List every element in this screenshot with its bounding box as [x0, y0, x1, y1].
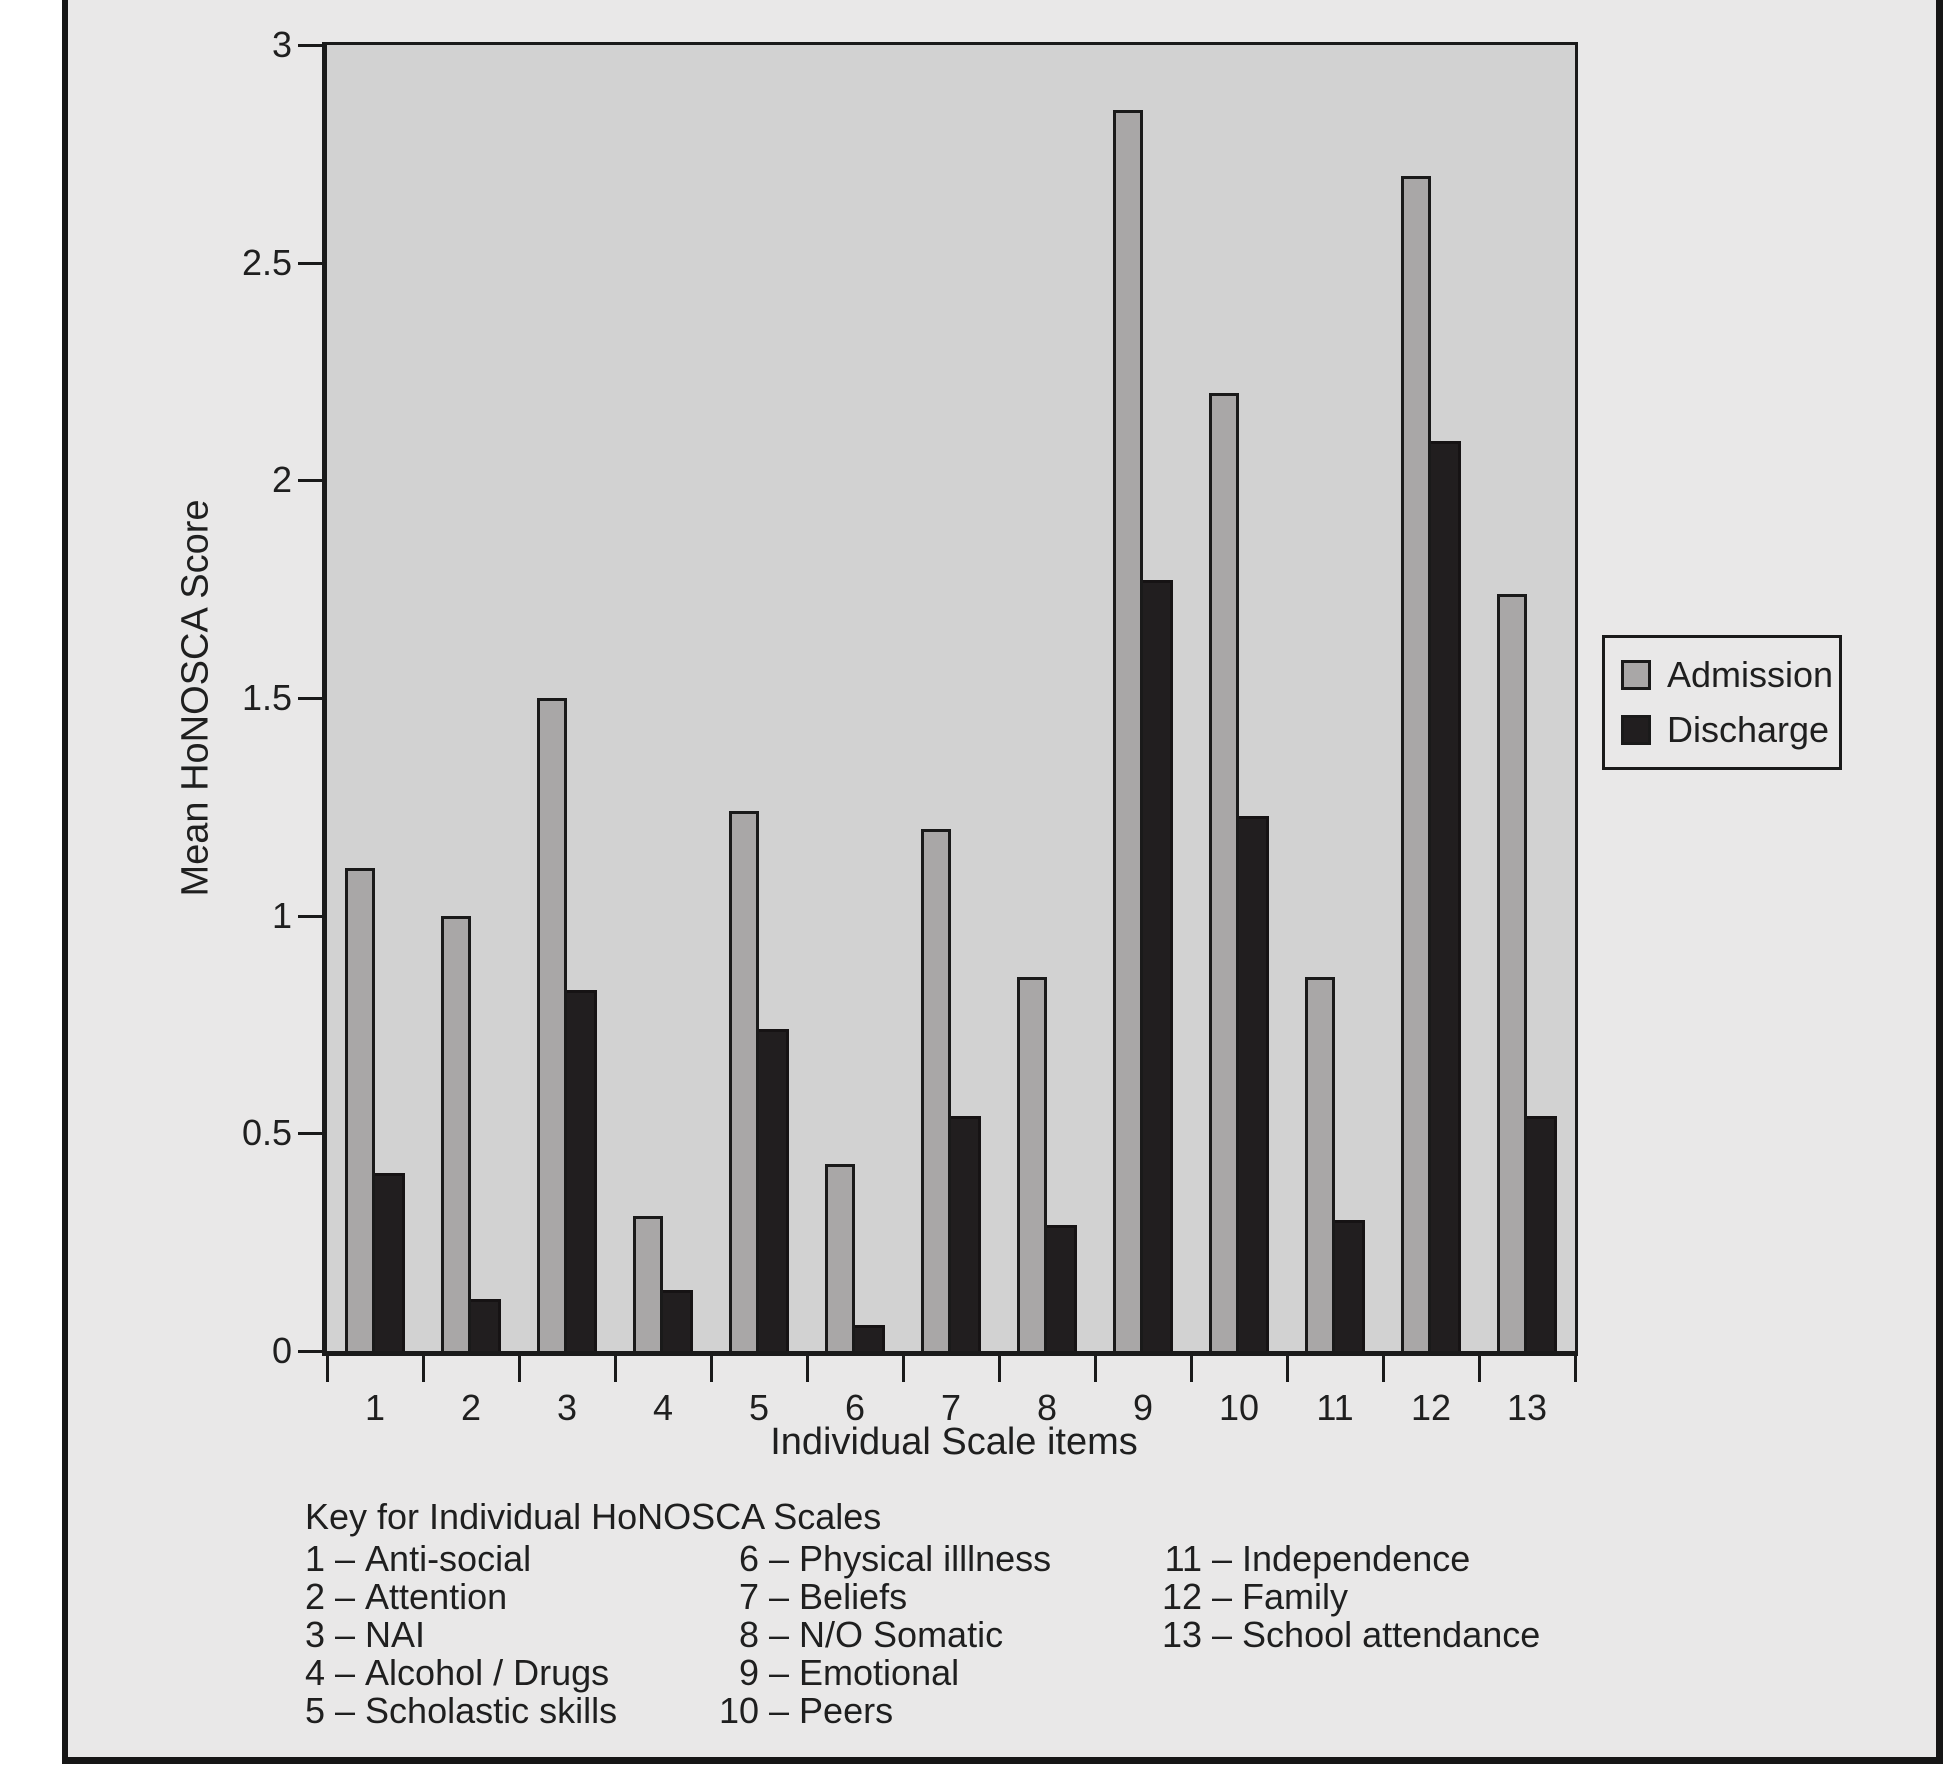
y-tick-1 [298, 915, 324, 918]
bar-group-8 [999, 45, 1095, 1351]
x-tick-12 [1478, 1356, 1481, 1382]
x-tick-label-11: 11 [1316, 1387, 1354, 1428]
y-tick-2.5 [298, 262, 324, 265]
x-tick-label-6: 6 [844, 1387, 866, 1428]
legend-row-admission [1621, 654, 1839, 695]
key-entry-number: 12 [1161, 1576, 1202, 1617]
x-tick-3 [614, 1356, 617, 1382]
bar-series-container [327, 45, 1575, 1351]
y-tick-label-2.5: 2.5 [241, 241, 292, 283]
key-entry-10 [715, 1692, 1051, 1730]
key-entry-11 [1158, 1540, 1540, 1578]
admission-bar-6 [825, 1164, 855, 1351]
bar-group-7 [903, 45, 999, 1351]
key-column-2 [715, 1540, 1051, 1730]
key-entry-dash: – [1212, 1614, 1233, 1655]
key-entry-number: 1 [304, 1538, 325, 1579]
discharge-bar-1 [375, 1173, 405, 1351]
discharge-bar-7 [951, 1116, 981, 1351]
key-entry-4 [303, 1654, 617, 1692]
key-entry-number: 10 [718, 1690, 759, 1731]
bar-group-4 [615, 45, 711, 1351]
key-entry-number: 6 [738, 1538, 759, 1579]
key-entry-dash: – [335, 1652, 356, 1693]
key-entry-dash: – [769, 1576, 790, 1617]
key-entry-label: Physical illlness [799, 1538, 1052, 1579]
discharge-bar-13 [1527, 1116, 1557, 1351]
admission-bar-3 [537, 698, 567, 1351]
discharge-bar-2 [471, 1299, 501, 1351]
x-tick-5 [806, 1356, 809, 1382]
key-entry-dash: – [335, 1576, 356, 1617]
x-tick-label-8: 8 [1036, 1387, 1058, 1428]
y-tick-label-1.5: 1.5 [241, 677, 292, 718]
discharge-bar-9 [1143, 580, 1173, 1351]
x-tick-label-1: 1 [364, 1387, 386, 1428]
discharge-bar-8 [1047, 1225, 1077, 1351]
x-tick-8 [1094, 1356, 1097, 1382]
key-entry-label: N/O Somatic [799, 1614, 1004, 1655]
x-tick-2 [518, 1356, 521, 1382]
key-entry-13 [1158, 1616, 1540, 1654]
y-tick-label-3: 3 [271, 24, 292, 65]
bar-group-13 [1479, 45, 1575, 1351]
key-entry-dash: – [769, 1538, 790, 1579]
admission-bar-4 [633, 1216, 663, 1351]
key-entry-dash: – [335, 1538, 356, 1579]
key-entry-label: Scholastic skills [365, 1690, 618, 1731]
bar-group-9 [1095, 45, 1191, 1351]
admission-bar-13 [1497, 594, 1527, 1351]
key-entry-label: Family [1242, 1576, 1349, 1617]
y-tick-0.5 [298, 1132, 324, 1135]
admission-bar-11 [1305, 977, 1335, 1351]
key-entry-dash: – [769, 1690, 790, 1731]
y-tick-label-0.5: 0.5 [241, 1112, 292, 1154]
key-entry-9 [715, 1654, 1051, 1692]
discharge-bar-5 [759, 1029, 789, 1351]
key-entry-label: Peers [799, 1690, 894, 1731]
y-tick-label-0: 0 [271, 1330, 292, 1371]
discharge-bar-3 [567, 990, 597, 1351]
key-entry-dash: – [769, 1652, 790, 1693]
admission-bar-1 [345, 868, 375, 1351]
discharge-bar-10 [1239, 816, 1269, 1351]
legend-label-admission: Admission [1667, 654, 1834, 695]
key-entry-number: 5 [304, 1690, 325, 1731]
discharge-bar-11 [1335, 1220, 1365, 1351]
key-entry-label: School attendance [1242, 1614, 1541, 1655]
bar-group-12 [1383, 45, 1479, 1351]
key-entry-label: Independence [1242, 1538, 1471, 1579]
key-entry-5 [303, 1692, 617, 1730]
bar-group-1 [327, 45, 423, 1351]
x-tick-9 [1190, 1356, 1193, 1382]
x-tick-1 [422, 1356, 425, 1382]
admission-swatch-icon [1621, 660, 1651, 690]
chart-legend [1602, 635, 1842, 770]
key-entry-7 [715, 1578, 1051, 1616]
key-entry-1 [303, 1540, 617, 1578]
key-entry-number: 11 [1164, 1538, 1202, 1579]
key-entry-number: 7 [738, 1576, 759, 1617]
key-entry-label: Beliefs [799, 1576, 908, 1617]
key-entry-12 [1158, 1578, 1540, 1616]
key-entry-dash: – [769, 1614, 790, 1655]
x-tick-4 [710, 1356, 713, 1382]
x-tick-label-3: 3 [556, 1387, 578, 1428]
y-tick-1.5 [298, 697, 324, 700]
x-tick-label-12: 12 [1410, 1387, 1452, 1428]
x-tick-label-10: 10 [1218, 1387, 1260, 1428]
key-entry-number: 9 [738, 1652, 759, 1693]
bar-group-10 [1191, 45, 1287, 1351]
discharge-swatch-icon [1621, 715, 1651, 745]
admission-bar-7 [921, 829, 951, 1351]
discharge-bar-12 [1431, 441, 1461, 1351]
x-tick-label-2: 2 [460, 1387, 482, 1428]
x-tick-label-9: 9 [1132, 1387, 1154, 1428]
bar-group-2 [423, 45, 519, 1351]
key-title: Key for Individual HoNOSCA Scales [305, 1496, 882, 1537]
x-tick-6 [902, 1356, 905, 1382]
x-tick-13 [1574, 1356, 1577, 1382]
admission-bar-10 [1209, 393, 1239, 1351]
key-entry-label: Alcohol / Drugs [365, 1652, 610, 1693]
bar-group-11 [1287, 45, 1383, 1351]
admission-bar-9 [1113, 110, 1143, 1351]
key-entry-number: 13 [1161, 1614, 1202, 1655]
key-entry-dash: – [335, 1614, 356, 1655]
key-entry-number: 4 [304, 1652, 325, 1693]
y-axis-title: Mean HoNOSCA Score [174, 499, 217, 897]
key-column-3 [1158, 1540, 1540, 1654]
key-entry-number: 2 [304, 1576, 325, 1617]
key-entry-label: NAI [365, 1614, 426, 1655]
key-column-1 [303, 1540, 617, 1730]
key-entry-dash: – [335, 1690, 356, 1731]
bar-group-5 [711, 45, 807, 1351]
x-tick-label-4: 4 [652, 1387, 674, 1428]
admission-bar-5 [729, 811, 759, 1351]
discharge-bar-4 [663, 1290, 693, 1351]
key-entry-dash: – [1212, 1576, 1233, 1617]
key-entry-label: Attention [365, 1576, 508, 1617]
y-tick-3 [298, 44, 324, 47]
key-entry-8 [715, 1616, 1051, 1654]
discharge-bar-6 [855, 1325, 885, 1351]
key-entry-3 [303, 1616, 617, 1654]
bar-group-3 [519, 45, 615, 1351]
key-entry-2 [303, 1578, 617, 1616]
x-tick-10 [1286, 1356, 1289, 1382]
legend-row-discharge [1621, 709, 1839, 750]
key-entry-label: Emotional [799, 1652, 960, 1693]
x-axis-title: Individual Scale items [770, 1421, 1138, 1463]
key-entry-6 [715, 1540, 1051, 1578]
y-tick-label-2: 2 [271, 459, 292, 501]
key-entry-number: 3 [304, 1614, 325, 1655]
x-tick-label-7: 7 [940, 1387, 962, 1428]
key-entry-dash: – [1212, 1538, 1233, 1579]
admission-bar-12 [1401, 176, 1431, 1351]
x-tick-11 [1382, 1356, 1385, 1382]
x-tick-7 [998, 1356, 1001, 1382]
x-tick-label-5: 5 [748, 1387, 770, 1428]
bar-group-6 [807, 45, 903, 1351]
y-tick-2 [298, 479, 324, 482]
admission-bar-8 [1017, 977, 1047, 1351]
y-tick-0 [298, 1350, 324, 1353]
x-tick-label-13: 13 [1506, 1387, 1548, 1428]
key-entry-label: Anti-social [365, 1538, 532, 1579]
admission-bar-2 [441, 916, 471, 1351]
y-tick-label-1: 1 [271, 894, 292, 936]
key-entry-number: 8 [738, 1614, 759, 1655]
legend-label-discharge: Discharge [1667, 709, 1830, 750]
x-tick-0 [326, 1356, 329, 1382]
